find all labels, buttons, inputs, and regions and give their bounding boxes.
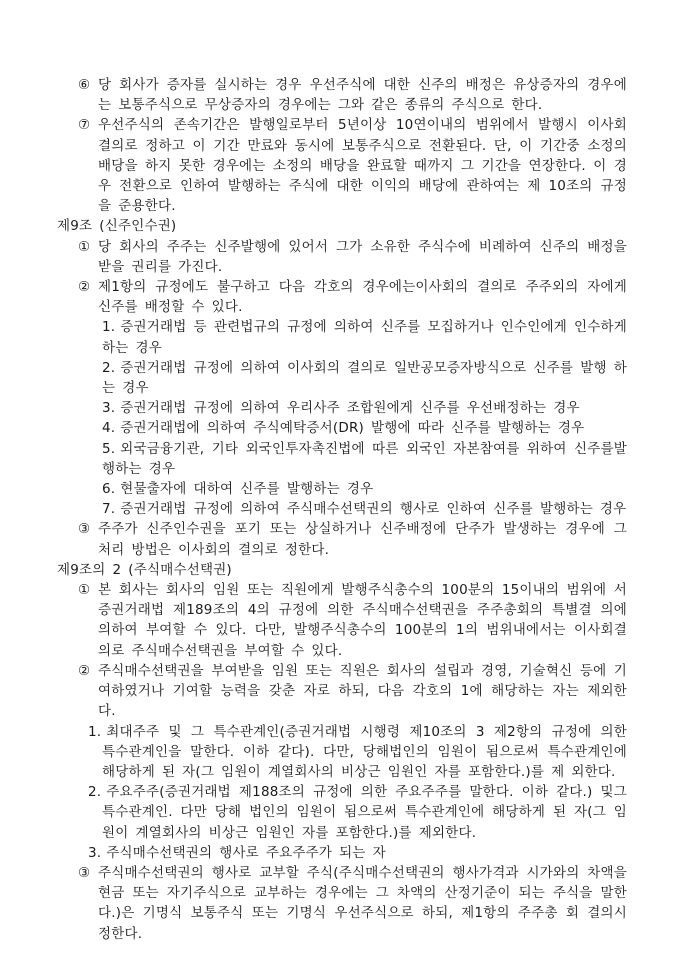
clause-text: 증권거래법 규정에 의하여 주식매수선택권의 행사로 인하여 신주를 발행하는 경우: [120, 501, 627, 518]
clause-block: [57, 782, 627, 843]
clause-block: [57, 499, 627, 519]
clause-text: 증권거래법 규정에 의하여 이사회의 결의로 일반공모증자방식으로 신주를 발행 하는 경우: [102, 359, 627, 397]
subitem-number-marker: 3.: [102, 400, 116, 417]
clause-text: 최대주주 및 그 특수관계인(증권거래법 시행령 제10조의 3 제2항의 규정에 의한 특수관계인을 말한다. 이하 같다). 다만, 당해법인의 임원이 됨으로써 특수관계인에 해당하게 된 자(그 임원이 계열회사의 비상근 임원인 자를 포함한다.)를 제 외한다.: [102, 723, 627, 780]
clause-text: 우선주식의 존속기간은 발행일로부터 5년이상 10연이내의 범위에서 발행시 이사회 결의로 정하고 이 기간 만료와 동시에 보통주식으로 전환된다. 단, 이 기간중 소정의 배당을 하지 못한 경우에는 소정의 배당을 완료할 때까지 그 기간을 연장한다. 이 경우 전환으로 인하여 발행하는 주식에 대한 이익의 배당에 관하여는 제 10조의 규정을 준용한다.: [98, 117, 627, 215]
clause-block: [57, 580, 627, 661]
clause-text: 외국금융기관, 기타 외국인투자촉진법에 따른 외국인 자본참여를 위하여 신주를발행하는 경우: [102, 440, 627, 477]
clause-text: 증권거래법 등 관련법규의 규정에 의하여 신주를 모집하거나 인수인에게 인수하게 하는 경우: [102, 319, 627, 356]
clause-block: [57, 863, 627, 944]
circled-number-marker: ①: [78, 238, 91, 255]
clause-block: [57, 237, 627, 277]
clause-block: [57, 75, 627, 115]
article-heading: 제9조 (신주인수권): [57, 218, 177, 235]
subitem-number-marker: 3.: [88, 844, 102, 861]
circled-number-marker: ②: [78, 279, 91, 296]
clause-block: [57, 722, 627, 783]
clause-text: 증권거래법에 의하여 주식예탁증서(DR) 발행에 따라 신주를 발행하는 경우: [120, 420, 585, 437]
subitem-number-marker: 7.: [102, 501, 116, 518]
circled-number-marker: ③: [78, 521, 91, 538]
clause-text: 현물출자에 대하여 신주를 발행하는 경우: [120, 481, 374, 498]
clause-block: [57, 418, 627, 438]
subitem-number-marker: 6.: [102, 481, 116, 498]
clause-block: [57, 398, 627, 418]
clause-text: 제1항의 규정에도 불구하고 다음 각호의 경우에는이사회의 결의로 주주외의 자에게 신주를 배정할 수 있다.: [98, 279, 627, 316]
subitem-number-marker: 1.: [88, 723, 102, 740]
clause-text: 주식매수선택권을 부여받을 임원 또는 직원은 회사의 설립과 경영, 기술혁신 등에 기여하였거나 기여할 능력을 갖춘 자로 하되, 다음 각호의 1에 해당하는 자는 제외한다.: [98, 662, 627, 720]
clause-text: 증권거래법 규정에 의하여 우리사주 조합원에게 신주를 우선배정하는 경우: [120, 400, 580, 417]
clause-block: [57, 479, 627, 499]
clause-text: 당 회사의 주주는 신주발행에 있어서 그가 소유한 주식수에 비례하여 신주의 배정을 받을 권리를 가진다.: [98, 238, 627, 275]
clause-block: [57, 317, 627, 357]
clause-text: 주주가 신주인수권을 포기 또는 상실하거나 신주배정에 단주가 발생하는 경우에 그 처리 방법은 이사회의 결의로 정한다.: [98, 521, 627, 558]
subitem-number-marker: 4.: [102, 420, 116, 437]
subitem-number-marker: 2.: [88, 784, 102, 801]
circled-number-marker: ⑦: [78, 117, 91, 134]
subitem-number-marker: 5.: [102, 440, 116, 457]
subitem-number-marker: 1.: [102, 319, 116, 336]
article-heading: 제9조의 2 (주식매수선택권): [57, 561, 232, 578]
clause-block: [57, 661, 627, 722]
subitem-number-marker: 2.: [102, 359, 116, 376]
circled-number-marker: ①: [78, 582, 91, 599]
circled-number-marker: ②: [78, 662, 91, 679]
clause-block: [57, 439, 627, 479]
circled-number-marker: ⑥: [78, 77, 91, 93]
clause-text: 주요주주(증권거래법 제188조의 규정에 의한 주요주주를 말한다. 이하 같다.) 및그 특수관계인. 다만 당해 법인의 임원이 됨으로써 특수관계인에 해당하게 된 자(그 임원이 계열회사의 비상근 임원인 자를 포함한다.)를 제외한다.: [102, 784, 627, 841]
clause-block: [57, 358, 627, 398]
clause-block: [57, 519, 627, 559]
document-content: [57, 75, 627, 944]
clause-block: [57, 843, 627, 863]
clause-text: 당 회사가 증자를 실시하는 경우 우선주식에 대한 신주의 배정은 유상증자의 경우에는 보통주식으로 무상증자의 경우에는 그와 같은 종류의 주식으로 한다.: [98, 77, 627, 114]
clause-block: [57, 115, 627, 216]
clause-block: [57, 277, 627, 317]
circled-number-marker: ③: [78, 864, 91, 881]
clause-text: 본 회사는 회사의 임원 또는 직원에게 발행주식총수의 100분의 15이내의 범위에 서 증권거래법 제189조의 4의 규정에 의한 주식매수선택권을 주주총회의 특별결 의에 의하여 부여할 수 있다. 다만, 발행주식총수의 100분의 1의 범위내에서는 이사회결의로 주식매수선택권을 부여할 수 있다.: [98, 582, 627, 659]
clause-text: 주식매수선택권의 행사로 교부할 주식(주식매수선택권의 행사가격과 시가와의 차액을 현금 또는 자기주식으로 교부하는 경우에는 그 차액의 산정기준이 되는 주식을 말한다.)은 기명식 보통주식 또는 기명식 우선주식으로 하되, 제1항의 주주총 회 결의시 정한다.: [98, 864, 627, 942]
clause-text: 주식매수선택권의 행사로 주요주주가 되는 자: [106, 844, 386, 861]
